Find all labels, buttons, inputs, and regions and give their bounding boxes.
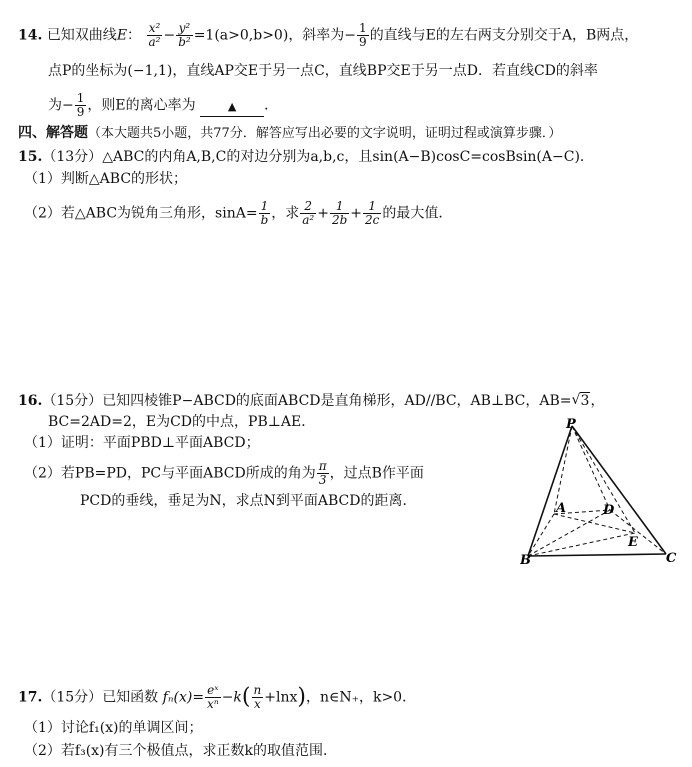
q14-line3: 为− $\frac{1}{9}$ ，则E的离心率为 ▲ ． xyxy=(48,91,279,119)
q17-part2: （2）若f₃(x)有三个极值点，求正数k的取值范围． xyxy=(24,743,338,759)
q17-number: 17. xyxy=(18,689,43,706)
q14-line2: 点P的坐标为(−1,1)，直线AP交E于另一点C，直线BP交E于另一点D．若直线CD的斜率 xyxy=(48,63,598,79)
q17-part1: （1）讨论f₁(x)的单调区间； xyxy=(24,720,203,736)
y2-over-b2: $\frac{\text{y²}}{\text{b²}}$ xyxy=(178,21,191,49)
q16-part2: （2）若PB=PD，PC与平面ABCD所成的角为 $\frac{\pi}{3}$ ，过点B作平面 xyxy=(24,459,424,487)
q16-part2-cont: PCD的垂线，垂足为N，求点N到平面ABCD的距离． xyxy=(80,493,417,509)
label-A: A xyxy=(556,501,567,516)
section4-desc: （本大题共5小题，共77分．解答应写出必要的文字说明，证明过程或演算步骤．） xyxy=(88,126,562,141)
q15-part2: （2）若△ABC为锐角三角形，sinA= $\frac{1}{b}$ ，求 $\frac{2}{\text{a²}}$ + $\frac{1}{2b}$ + $\frac{1}{2c}$ 的最大值． xyxy=(24,199,453,227)
q15-part1: （1）判断△ABC的形状； xyxy=(24,171,188,187)
section4-title: 四、解答题 xyxy=(18,125,88,141)
slope-cd-fraction: $\frac{1}{9}$ xyxy=(76,91,85,119)
label-P: P xyxy=(566,418,576,432)
label-E: E xyxy=(628,535,638,550)
label-C: C xyxy=(666,551,677,566)
q16-line2: BC=2AD=2，E为CD的中点，PB⊥AE． xyxy=(48,414,316,430)
answer-blank: ▲ xyxy=(200,97,264,117)
x2-over-a2: $\frac{\text{x²}}{\text{a²}}$ xyxy=(148,21,161,49)
q17-line1: 17.（15分）已知函数 fₙ(x)= $\frac{\text{eˣ}}{\text{xⁿ}}$ −k( $\frac{n}{x}$ +lnx)，n∈N₊，k>0． xyxy=(18,683,417,711)
q16-part1: （1）证明：平面PBD⊥平面ABCD； xyxy=(24,435,260,451)
q16-number: 16. xyxy=(18,393,43,409)
q16-line1: 16.（15分）已知四棱锥P−ABCD的底面ABCD是直角梯形，AD//BC，AB⊥BC，AB=√ 3， xyxy=(18,392,604,410)
label-B: B xyxy=(520,553,531,568)
q14-number: 14. xyxy=(18,27,43,44)
slope-fraction: $\frac{1}{9}$ xyxy=(359,21,367,49)
q14-line1: 14. 已知双曲线E： $\frac{\text{x²}}{\text{a²}}$ − $\frac{\text{y²}}{\text{b²}}$ =1(a>0,b>0)，斜率为− $\frac{1}{9}$ 的直线与E的左右两支分别交于A，B两点， xyxy=(18,21,639,49)
q15-line1: 15.（13分）△ABC的内角A,B,C的对边分别为a,b,c，且sin(A−B)cosC=cosBsin(A−C)． xyxy=(18,149,594,165)
pyramid-figure xyxy=(520,418,680,568)
section4-header xyxy=(18,124,561,143)
q15-number: 15. xyxy=(18,149,43,165)
label-D: D xyxy=(603,503,615,518)
